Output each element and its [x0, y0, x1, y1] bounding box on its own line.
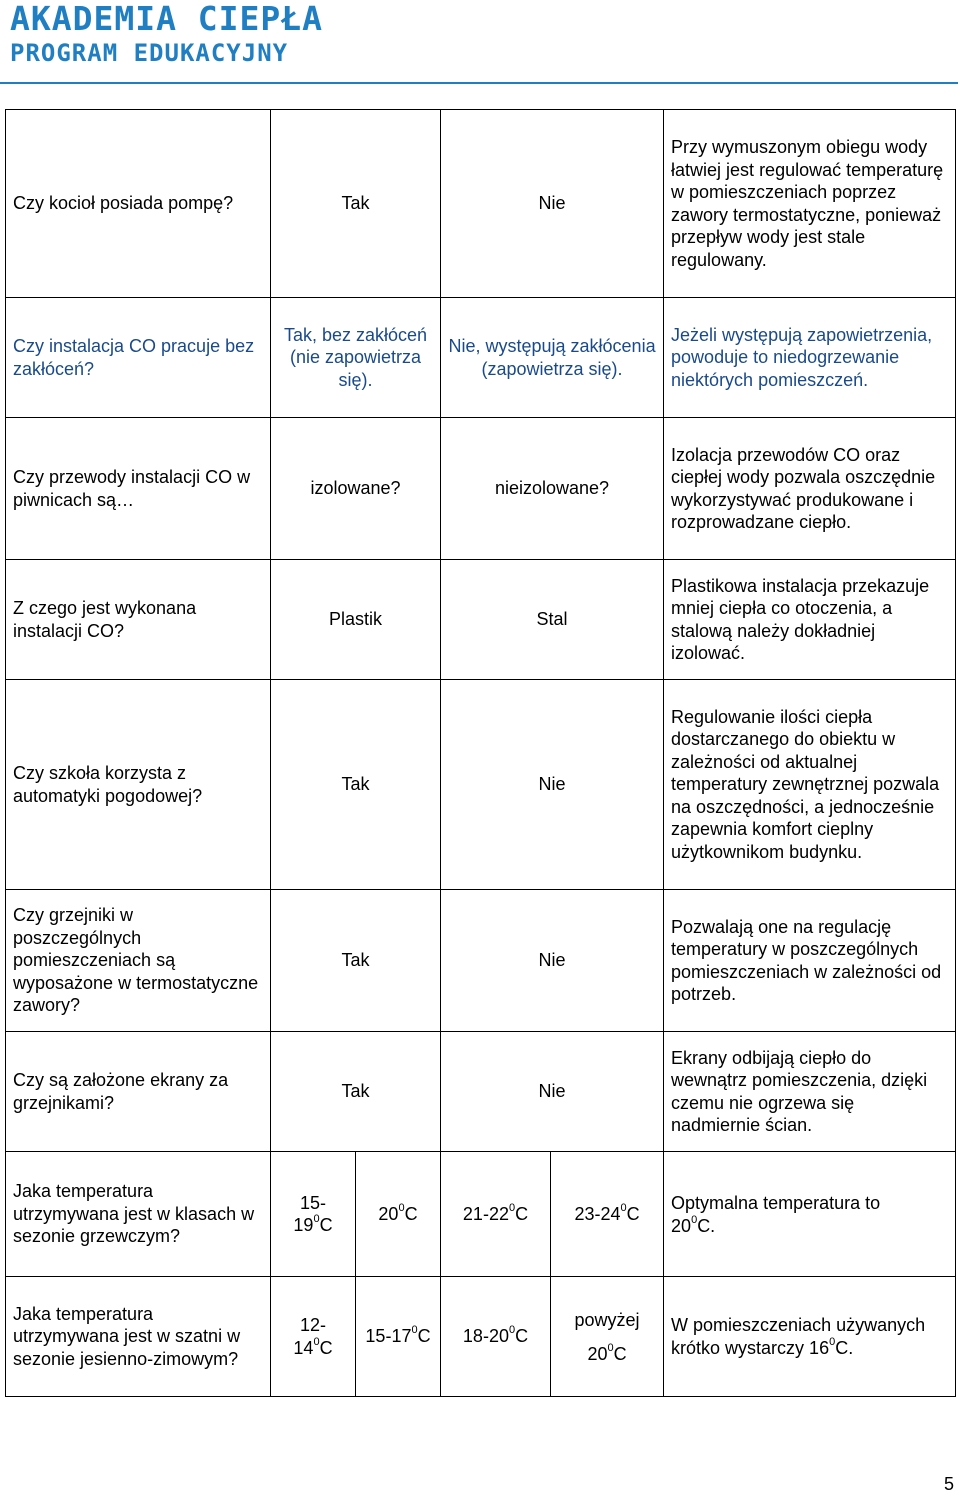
temp-option-2: $20^0C$	[356, 1152, 441, 1277]
explanation-cell: Przy wymuszonym obiegu wody łatwiej jest regulować temperaturę w pomieszczeniach poprzez zawory termostatyczne, ponieważ przepływ wody jest stale regulowany.	[664, 110, 956, 298]
explanation-cell: Plastikowa instalacja przekazuje mniej ciepła co otoczenia, a stalową należy dokładniej izolować.	[664, 560, 956, 680]
table-row	[6, 418, 956, 560]
answer-no: Stal	[441, 560, 664, 680]
temp-option-1: 12- $14^0C$	[271, 1277, 356, 1397]
answer-yes: Tak	[271, 110, 441, 298]
table-row	[6, 890, 956, 1032]
answer-no: Nie, występują zakłócenia (zapowietrza się).	[441, 298, 664, 418]
table-row	[6, 1032, 956, 1152]
answer-no: nieizolowane?	[441, 418, 664, 560]
explanation-cell: Regulowanie ilości ciepła dostarczanego do obiektu w zależności od aktualnej temperatury zewnętrznej pozwala na oszczędności, a jednocześnie zapewnia komfort cieplny użytkownikom budynku.	[664, 680, 956, 890]
answer-yes: Tak, bez zakłóceń (nie zapowietrza się).	[271, 298, 441, 418]
table-row	[6, 1152, 956, 1277]
answer-no: Nie	[441, 1032, 664, 1152]
temp-option-3: $21-22^0C$	[441, 1152, 551, 1277]
brand-title: AKADEMIA CIEPŁA	[10, 0, 324, 38]
answer-no: Nie	[441, 110, 664, 298]
answer-yes: Tak	[271, 680, 441, 890]
questionnaire-table	[5, 109, 956, 1397]
question-cell: Jaka temperatura utrzymywana jest w szatni w sezonie jesienno-zimowym?	[6, 1277, 271, 1397]
explanation-cell: W pomieszczeniach używanych krótko wystarczy $16^0C$.	[664, 1277, 956, 1397]
answer-no: Nie	[441, 680, 664, 890]
temp-option-4: $23-24^0C$	[551, 1152, 664, 1277]
table-row	[6, 1277, 956, 1397]
explanation-cell: Ekrany odbijają ciepło do wewnątrz pomieszczenia, dzięki czemu nie ogrzewa się nadmiernie ścian.	[664, 1032, 956, 1152]
question-cell: Czy grzejniki w poszczególnych pomieszczeniach są wyposażone w termostatyczne zawory?	[6, 890, 271, 1032]
answer-yes: Tak	[271, 1032, 441, 1152]
answer-no: Nie	[441, 890, 664, 1032]
question-cell: Czy są założone ekrany za grzejnikami?	[6, 1032, 271, 1152]
answer-yes: izolowane?	[271, 418, 441, 560]
question-cell: Czy instalacja CO pracuje bez zakłóceń?	[6, 298, 271, 418]
answer-yes: Tak	[271, 890, 441, 1032]
question-cell: Czy szkoła korzysta z automatyki pogodowej?	[6, 680, 271, 890]
explanation-cell: Jeżeli występują zapowietrzenia, powoduje to niedogrzewanie niektórych pomieszczeń.	[664, 298, 956, 418]
temp-option-2: $15-17^0C$	[356, 1277, 441, 1397]
table-row	[6, 110, 956, 298]
temp-option-3: $18-20^0C$	[441, 1277, 551, 1397]
question-cell: Czy kocioł posiada pompę?	[6, 110, 271, 298]
temp-option-1: 15- $19^0C$	[271, 1152, 356, 1277]
temp-option-4: powyżej $20^0C$	[551, 1277, 664, 1397]
table-row	[6, 560, 956, 680]
table-row	[6, 680, 956, 890]
answer-yes: Plastik	[271, 560, 441, 680]
explanation-cell: Optymalna temperatura to $20^0C$.	[664, 1152, 956, 1277]
header-rule	[0, 82, 958, 84]
brand-subtitle: PROGRAM EDUKACYJNY	[10, 39, 289, 67]
question-cell: Czy przewody instalacji CO w piwnicach są…	[6, 418, 271, 560]
header	[10, 0, 323, 68]
question-cell: Jaka temperatura utrzymywana jest w klasach w sezonie grzewczym?	[6, 1152, 271, 1277]
explanation-cell: Izolacja przewodów CO oraz ciepłej wody pozwala oszczędnie wykorzystywać produkowane i rozprowadzane ciepło.	[664, 418, 956, 560]
question-cell: Z czego jest wykonana instalacji CO?	[6, 560, 271, 680]
table-row	[6, 298, 956, 418]
explanation-cell: Pozwalają one na regulację temperatury w poszczególnych pomieszczeniach w zależności od potrzeb.	[664, 890, 956, 1032]
page-number: 5	[943, 1474, 954, 1494]
